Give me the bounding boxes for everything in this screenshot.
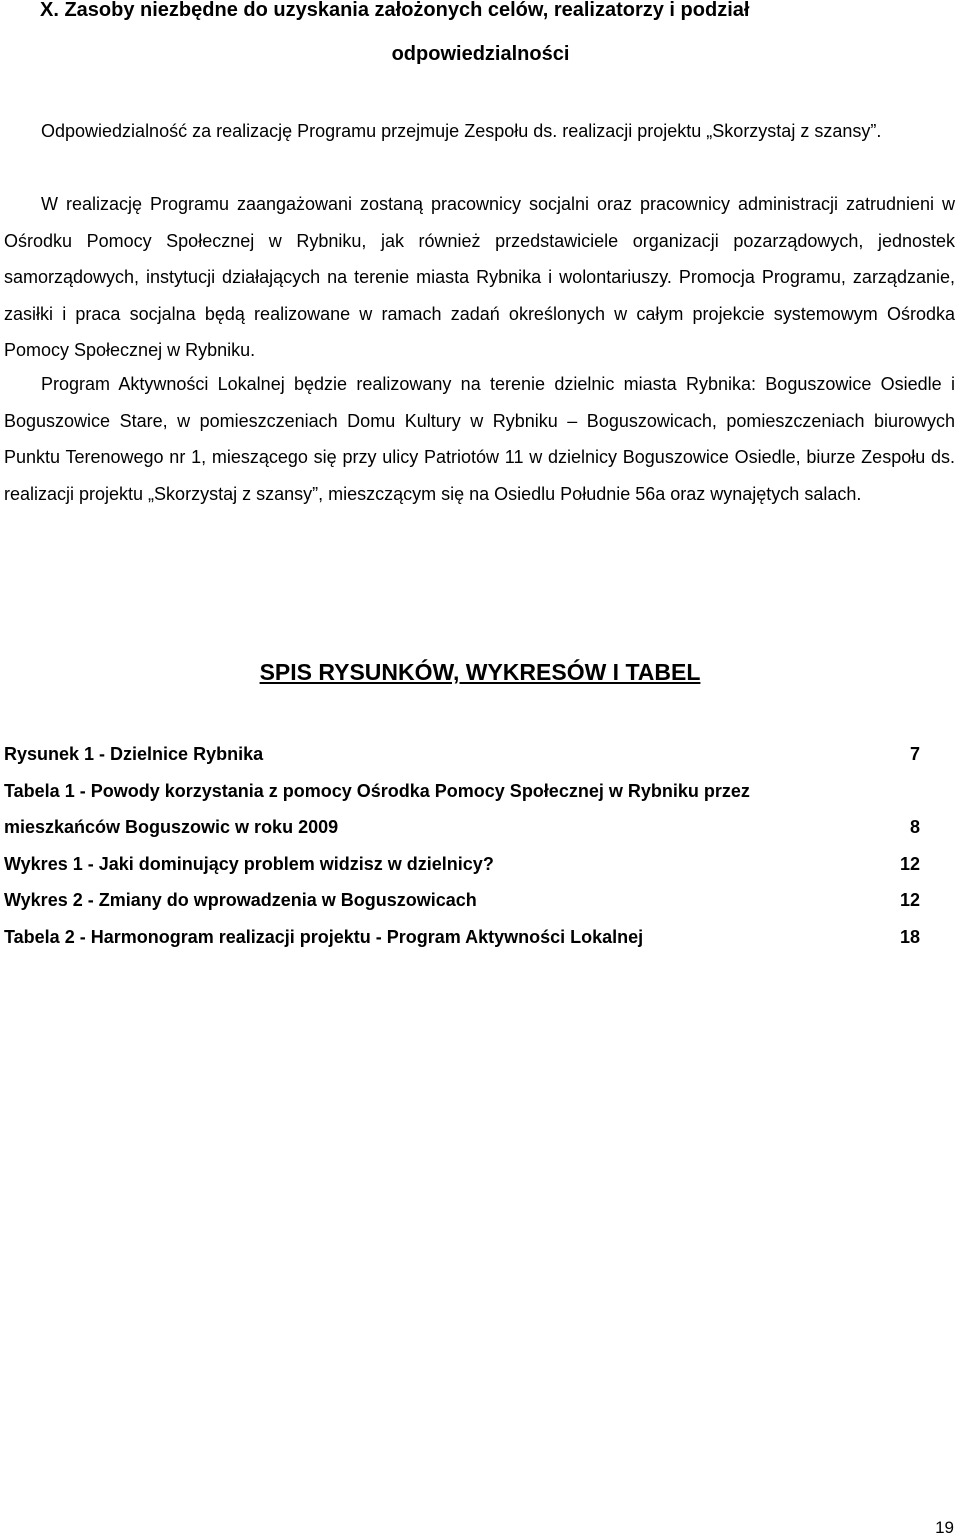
toc-entry[interactable]: [4, 846, 920, 883]
toc-entry-label: mieszkańców Boguszowic w roku 2009: [4, 817, 339, 837]
toc-entry-page: 18: [899, 926, 920, 947]
toc-entry[interactable]: [4, 773, 920, 846]
toc-entry-page: 12: [899, 890, 920, 910]
paragraph-staff: [4, 186, 955, 369]
toc-entry[interactable]: [4, 919, 920, 956]
section-heading: X. Zasoby niezbędne do uzyskania założonych celów, realizatorzy i podział: [40, 0, 750, 21]
paragraph-text: W realizację Programu zaangażowani zostaną pracownicy socjalni oraz pracownicy administracji zatrudnieni w Ośrodku Pomocy Społecznej w Rybniku, jak również przedstawiciele organizacji pozarządowych, jednostek samorządowych, instytucji działających na terenie miasta Rybnika i wolontariuszy. Promocja Programu, zarządzanie, zasiłki i praca socjalna będą realizowane w ramach zadań określonych w całym projekcie systemowym Ośrodka Pomocy Społecznej w Rybniku.: [4, 194, 955, 360]
toc-entry-label: Wykres 2 - Zmiany do wprowadzenia w Boguszowicach: [4, 890, 477, 910]
paragraph-location: [4, 366, 955, 512]
toc-entry[interactable]: [4, 736, 920, 773]
toc-entry-page: 12: [899, 853, 920, 874]
list-of-figures-title: SPIS RYSUNKÓW, WYKRESÓW I TABEL: [259, 659, 701, 685]
paragraph-responsibility: [4, 113, 955, 150]
list-of-figures: [4, 736, 920, 955]
paragraph-text: Odpowiedzialność za realizację Programu przejmuje Zespołu ds. realizacji projektu „Skorzystaj z szansy”.: [41, 121, 882, 141]
toc-entry-label: Tabela 2 - Harmonogram realizacji projektu - Program Aktywności Lokalnej: [4, 926, 644, 947]
paragraph-text: Program Aktywności Lokalnej będzie realizowany na terenie dzielnic miasta Rybnika: Boguszowice Osiedle i Boguszowice Stare, w pomieszczeniach Domu Kultury w Rybniku – Boguszowicach, pomieszczeniach biurowych Punktu Terenowego nr 1, mieszącego się przy ulicy Patriotów 11 w dzielnicy Boguszowice Osiedle, biurze Zespołu ds. realizacji projektu „Skorzystaj z szansy”, mieszczącym się na Osiedlu Południe 56a oraz wynajętych salach.: [4, 374, 955, 504]
toc-entry-label-line1: Tabela 1 - Powody korzystania z pomocy Ośrodka Pomocy Społecznej w Rybniku przez: [4, 780, 750, 801]
toc-entry-page: 8: [909, 817, 920, 837]
toc-entry-label: Wykres 1 - Jaki dominujący problem widzisz w dzielnicy?: [4, 853, 494, 874]
section-heading-continuation: odpowiedzialności: [391, 43, 570, 65]
toc-entry-page: 7: [909, 744, 920, 764]
page-number: 19: [935, 1518, 954, 1537]
toc-entry[interactable]: [4, 882, 920, 919]
toc-entry-label: Rysunek 1 - Dzielnice Rybnika: [4, 744, 264, 764]
